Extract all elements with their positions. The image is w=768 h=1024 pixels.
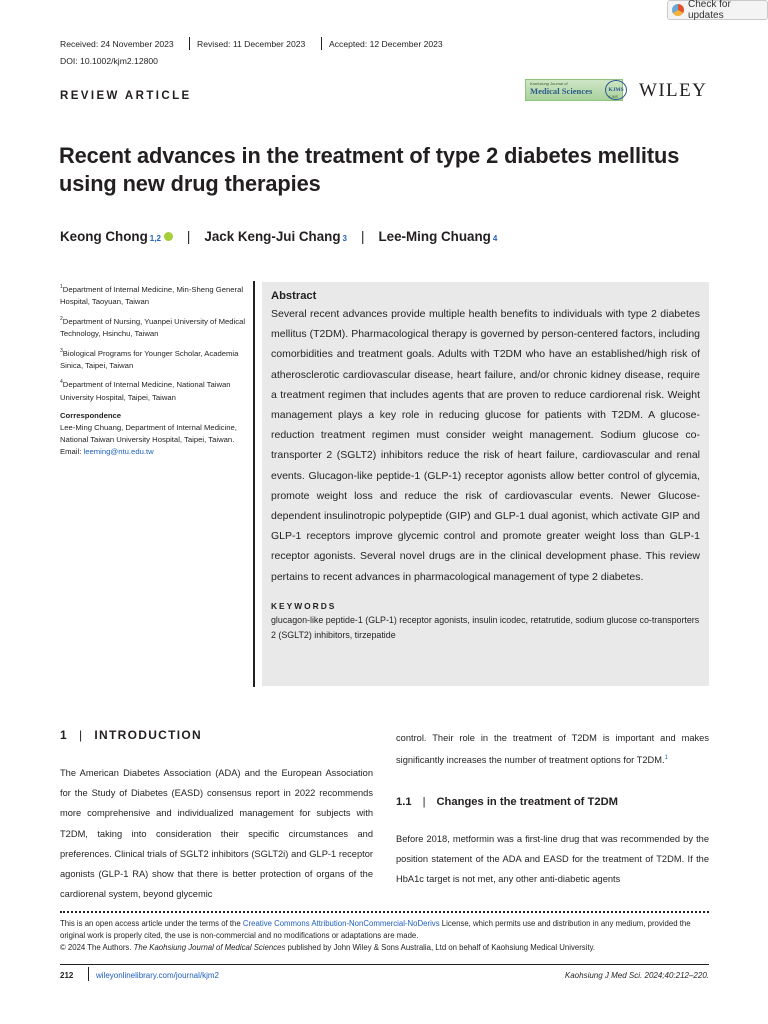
author-separator: |: [361, 229, 365, 244]
subsection-title: Changes in the treatment of T2DM: [436, 796, 618, 808]
keywords-heading: KEYWORDS: [271, 600, 337, 611]
received-date: Received: 24 November 2023: [60, 39, 174, 49]
abstract-heading: Abstract: [271, 290, 317, 302]
copyright-pre: © 2024 The Authors.: [60, 943, 134, 953]
affiliation: [60, 281, 246, 308]
reference-link[interactable]: 1: [664, 755, 668, 762]
affiliation-text: Department of Internal Medicine, National Taiwan University Hospital, Taipei, Taiwan: [60, 380, 231, 402]
license-pre: This is an open access article under the terms of the: [60, 919, 243, 928]
author-separator: |: [186, 229, 191, 244]
copyright-journal: The Kaohsiung Journal of Medical Sciences: [133, 943, 286, 953]
society-logo[interactable]: KJMS: [605, 80, 627, 100]
check-for-updates-button[interactable]: [667, 0, 768, 20]
license-footnote: [60, 918, 710, 955]
license-link[interactable]: Creative Commons Attribution-NonCommercial-NoDerivs: [242, 919, 440, 928]
copyright-post: published by John Wiley & Sons Australia, Ltd on behalf of Kaohsiung Medical University.: [285, 943, 596, 953]
copyright-text: [60, 942, 710, 954]
author-affiliation-ref[interactable]: 3: [342, 234, 347, 243]
license-post: License, which permits use and distribution in any medium, provided the original work is properly cited, the use is non-commercial and no modifications or adaptations are made.: [60, 919, 691, 941]
affiliation: [60, 376, 246, 403]
revised-date: Revised: 11 December 2023: [197, 39, 306, 49]
article-title: Recent advances in the treatment of type 2 diabetes mellitus using new drug therapies: [59, 143, 680, 196]
meta-divider: [189, 37, 190, 50]
section-heading: [60, 728, 202, 742]
page-number: 212: [60, 971, 74, 980]
correspondence-heading: Correspondence: [60, 410, 122, 420]
affiliation-number: 3: [60, 347, 63, 354]
correspondence-email-line: [60, 446, 246, 458]
accepted-date: Accepted: 12 December 2023: [329, 39, 443, 49]
article-type: REVIEW ARTICLE: [60, 90, 192, 102]
meta-divider: [321, 37, 322, 50]
affiliations: [60, 281, 246, 459]
body-paragraph: [396, 728, 709, 770]
body-paragraph: Before 2018, metformin was a first-line drug that was recommended by the position statement of the ADA and EASD for the treatment of T2DM. If the HbA1c target is not met, any other anti-diabetic agents: [396, 834, 709, 885]
section-title: INTRODUCTION: [94, 728, 202, 742]
author-name[interactable]: Lee-Ming Chuang: [378, 229, 491, 244]
subsection-heading: [396, 796, 618, 808]
body-paragraph: The American Diabetes Association (ADA) and the European Association for the Study of Diabetes (EASD) consensus report in 2022 recommends more comprehensive and individualized management for subjects with T2DM, taking into consideration their specific circumstances and preferences. Clinical trials of SGLT2 inhibitors (SGLT2i) and GLP-1 receptor agonists (GLP-1 RA) show that there is better protection of organs of the cardiorenal system, beyond glycemic: [60, 768, 373, 900]
affiliation-text: Department of Nursing, Yuanpei University of Medical Technology, Hsinchu, Taiwan: [60, 316, 246, 338]
author-list: [60, 229, 497, 244]
section-bar: |: [78, 728, 84, 742]
affiliation: [60, 313, 246, 340]
journal-url-link[interactable]: wileyonlinelibrary.com/journal/kjm2: [96, 971, 220, 980]
email-link[interactable]: leeming@ntu.edu.tw: [83, 447, 154, 457]
affiliation-number: 2: [60, 315, 63, 322]
subsection-number: 1.1: [396, 796, 412, 808]
section-bar: |: [422, 796, 426, 808]
crossmark-icon: [672, 4, 684, 16]
author-name[interactable]: Jack Keng-Jui Chang: [204, 229, 341, 244]
abstract-box: [262, 282, 709, 686]
column-divider: [253, 281, 255, 687]
correspondence-text: Lee-Ming Chuang, Department of Internal Medicine, National Taiwan University Hospital, Taipei, Taiwan.: [60, 423, 237, 445]
author-affiliation-ref[interactable]: 1,2: [149, 234, 161, 243]
affiliation-text: Biological Programs for Younger Scholar, Academia Sinica, Taipei, Taiwan: [60, 348, 239, 370]
journal-logo-small: Kaohsiung Journal of: [530, 81, 568, 86]
journal-logo-tag: KJMS: [608, 95, 618, 99]
citation: Kaohsiung J Med Sci. 2024;40:212–220.: [564, 971, 709, 980]
doi: DOI: 10.1002/kjm2.12800: [60, 56, 158, 66]
paragraph-text: control. Their role in the treatment of T2DM is important and makes significantly increases the number of treatment options for T2DM.: [396, 733, 709, 766]
journal-logo-name: Medical Sciences: [530, 86, 593, 96]
abstract-text: Several recent advances provide multiple health benefits to individuals with type 2 diabetes mellitus (T2DM). Pharmacological therapy is governed by person-centered factors, including comorbidities and treatment goals. Adults with T2DM who have an established/high risk of atherosclerotic cardiovascular disease, heart failure, and/or chronic kidney disease, require a treatment regimen that includes agents that are proven to reduce cardiorenal risk. Weight management plays a key role in reducing glucose for patients with T2DM. A glucose-reduction treatment regimen must consider weight management. Sodium glucose co-transporter 2 (SGLT2) inhibitors reduce the risk of heart failure, cardiovascular and renal events. Glucagon-like peptide-1 (GLP-1) receptor agonists allow better control of glycemia, promote weight loss and reduce the risk of cardiovascular events. Newer Glucose-dependent insulinotropic polypeptide (GIP) and GLP-1 dual agonist, which activate GIP and GLP-1 receptors improve glycemic control and promote greater weight loss than GLP-1 receptor agonists. Several novel drugs are in the clinical development phase. This review pertains to recent advances in pharmacological management of type 2 diabetes.: [271, 308, 700, 583]
affiliation-number: 1: [60, 284, 63, 290]
publisher-logo[interactable]: WILEY: [639, 80, 708, 101]
keywords-text: glucagon-like peptide-1 (GLP-1) receptor agonists, insulin icodec, retatrutide, sodium glucose co-transporters 2 (SGLT2) inhibitors, tirzepatide: [271, 614, 700, 640]
email-label: Email:: [60, 447, 84, 457]
orcid-icon[interactable]: [164, 232, 173, 241]
footnote-divider: [60, 911, 709, 913]
license-text: [60, 918, 710, 942]
author-name[interactable]: Keong Chong: [60, 229, 148, 244]
check-for-updates-label: Check for updates: [688, 0, 731, 21]
section-number: 1: [60, 728, 68, 742]
affiliation-text: Department of Internal Medicine, Min-Sheng General Hospital, Taoyuan, Taiwan: [60, 285, 244, 307]
author-affiliation-ref[interactable]: 4: [492, 234, 498, 243]
affiliation: [60, 345, 246, 372]
footer-rule: [60, 964, 709, 965]
affiliation-number: 4: [60, 379, 63, 386]
footer-divider: [88, 967, 89, 981]
